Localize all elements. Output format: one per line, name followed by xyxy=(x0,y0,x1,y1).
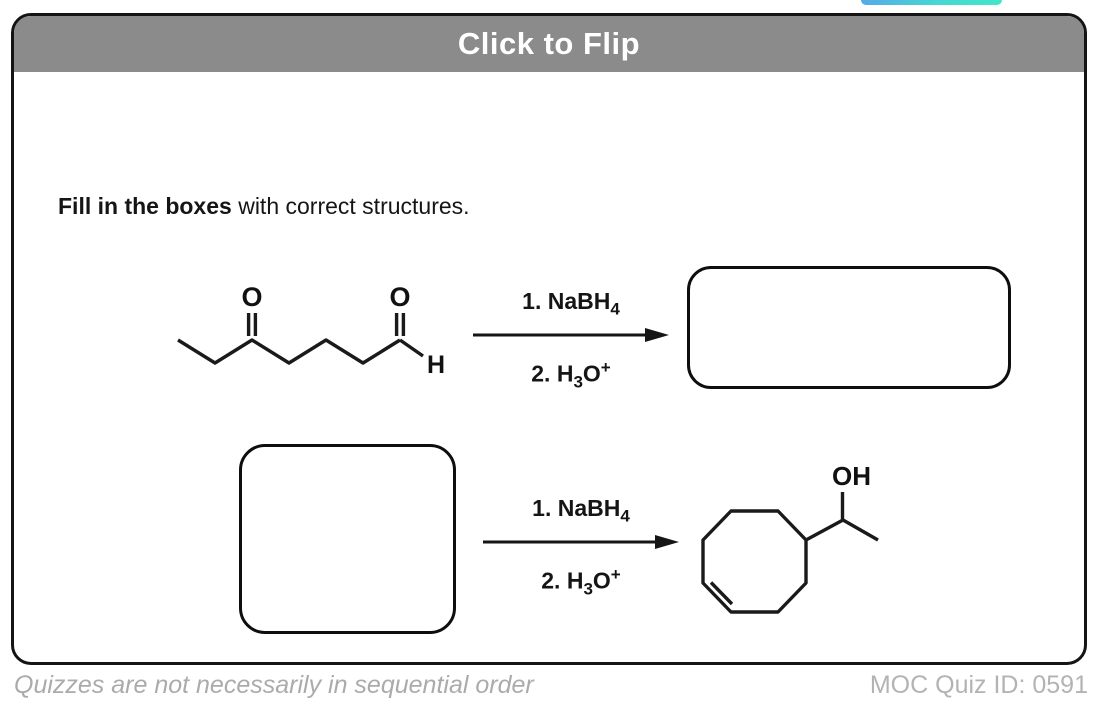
reaction2-arrow xyxy=(483,534,679,550)
ketoaldehyde-structure xyxy=(161,273,453,385)
instruction-rest: with correct structures. xyxy=(231,193,470,219)
aldehyde-oxygen-label: O xyxy=(389,282,411,312)
instruction-bold: Fill in the boxes xyxy=(58,193,232,219)
flip-card-header[interactable] xyxy=(14,16,1084,72)
flashcard[interactable] xyxy=(11,13,1087,665)
reaction1-conditions xyxy=(471,288,671,392)
reaction2-conditions xyxy=(481,495,681,599)
hidden-top-button[interactable] xyxy=(861,0,1002,5)
hydroxyl-label: OH xyxy=(832,461,871,491)
cyclooctene-ring-bond xyxy=(703,511,806,612)
cyclooctenyl-ethanol-structure xyxy=(686,451,901,636)
flip-card-title: Click to Flip xyxy=(457,26,641,61)
footer-disclaimer: Quizzes are not necessarily in sequential order xyxy=(14,671,534,699)
answer-box-product xyxy=(687,266,1011,389)
reaction1-step2: 2. $H_3O^+$ xyxy=(531,358,611,392)
quiz-id-label: MOC Quiz ID: 0591 xyxy=(869,671,1088,699)
carbon-chain-bond xyxy=(178,340,400,363)
aldehyde-hydrogen-label: H xyxy=(427,351,446,379)
ketone-oxygen-label: O xyxy=(241,282,263,312)
methyl-bond xyxy=(843,520,878,540)
ring-substituent-bond xyxy=(806,520,843,540)
answer-box-reactant xyxy=(239,444,456,634)
reaction1-arrow xyxy=(473,327,669,343)
reaction1-step1: 1. NaBH$_4$ xyxy=(522,288,620,319)
reaction2-step1: 1. NaBH$_4$ xyxy=(532,495,630,526)
aldehyde-ch-bond xyxy=(400,340,423,356)
instruction-text xyxy=(58,193,470,220)
reaction2-step2: 2. $H_3O^+$ xyxy=(541,565,621,599)
